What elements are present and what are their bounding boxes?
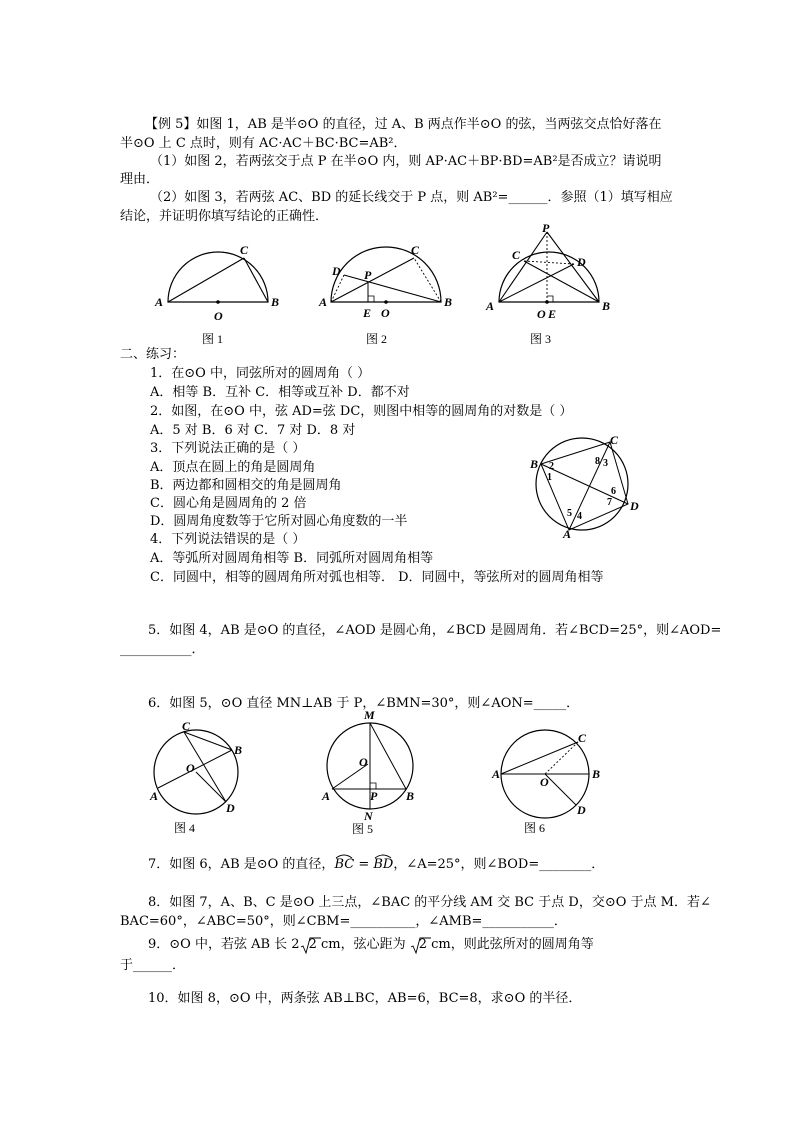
q3-option-c: C．圆心角是圆周角的 2 倍 xyxy=(150,496,307,511)
fig6-label-b: B xyxy=(592,767,601,781)
fig1-label-o: O xyxy=(214,309,223,323)
figq2-angle-3: 3 xyxy=(603,458,608,469)
fig3-label-p: P xyxy=(542,221,550,235)
q7-text xyxy=(148,856,604,874)
q9-line1 xyxy=(148,936,594,954)
fig4-label-d: D xyxy=(226,801,235,815)
q7-arc-mark-1 xyxy=(335,853,353,859)
q7-arc-mark-2 xyxy=(374,853,392,859)
q9-suffix: cm，则此弦所对的圆周角等 xyxy=(427,937,594,952)
figq2-angle-2: 2 xyxy=(549,461,554,472)
fig3-center-dot xyxy=(545,300,549,304)
fig5-chord-mb xyxy=(370,723,406,789)
fig6-label-o: O xyxy=(540,775,549,789)
example5-q1-line2: 理由． xyxy=(120,172,160,187)
fig1-label-c: C xyxy=(240,243,249,257)
q3-option-a: A．顶点在圆上的角是圆周角 xyxy=(150,460,316,475)
fig2-caption: 图 2 xyxy=(366,332,388,346)
figq2-diagonal-ac xyxy=(569,442,610,530)
q7-suffix: ，∠A=25°，则∠BOD=________． xyxy=(393,857,605,872)
practice-heading: 二、练习： xyxy=(120,347,186,362)
fig2-chord-ac xyxy=(331,258,414,302)
fig3-chord-bc xyxy=(524,261,599,302)
fig4-label-o: O xyxy=(186,761,195,775)
q9-sqrt-2 xyxy=(410,937,427,952)
fig5-label-o: O xyxy=(359,755,368,769)
fig2-label-d: D xyxy=(332,264,341,278)
figure-q2 xyxy=(525,434,643,540)
fig6-label-c: C xyxy=(578,731,587,745)
figure-6 xyxy=(492,722,602,838)
fig1-caption: 图 1 xyxy=(202,332,224,346)
q8-line1: 8．如图 7，A、B、C 是⊙O 上三点，∠BAC 的平分线 AM 交 BC 于点 D，交⊙O 于点 M．若∠ xyxy=(148,895,711,910)
fig1-label-a: A xyxy=(155,295,164,309)
q4-options-cd: C．同圆中，相等的圆周角所对弧也相等． D．同圆中，等弦所对的圆周角相等 xyxy=(150,570,604,585)
fig3-line-bp xyxy=(547,232,599,302)
figq2-label-d: D xyxy=(630,499,639,513)
fig6-radius-od xyxy=(545,774,576,805)
fig3-caption: 图 3 xyxy=(530,332,552,346)
figq2-angle-6: 6 xyxy=(611,486,616,497)
fig5-label-m: M xyxy=(364,708,375,722)
fig3-label-a: A xyxy=(486,299,495,313)
fig4-label-c: C xyxy=(182,719,191,733)
q7-equals: = xyxy=(354,857,374,872)
example5-q2-line1: （2）如图 3，若两弦 AC、BD 的延长线交于 P 点，则 AB²=______．参照（1）填写相应 xyxy=(150,190,673,205)
fig4-label-b: B xyxy=(234,743,243,757)
example5-line2: 半⊙O 上 C 点时，则有 AC·AC＋BC·BC=AB²． xyxy=(120,136,407,151)
figure-4 xyxy=(146,720,256,838)
fig3-label-o: O xyxy=(537,307,546,321)
fig5-label-n: N xyxy=(364,809,373,823)
figure-1 xyxy=(150,240,290,350)
figq2-label-b: B xyxy=(530,457,539,471)
q2-options: A．5 对 B．6 对 C．7 对 D．8 对 xyxy=(150,423,356,438)
fig2-chord-bd xyxy=(344,275,441,302)
fig3-label-e: E xyxy=(548,307,557,321)
q9-sqrt-sign-1 xyxy=(300,936,322,956)
fig3-label-b: B xyxy=(602,299,611,313)
figq2-angle-8: 8 xyxy=(595,456,600,467)
fig5-label-b: B xyxy=(406,789,415,803)
q7-arc-bd xyxy=(373,857,393,872)
figq2-angle-1: 1 xyxy=(547,472,552,483)
fig2-label-b: B xyxy=(444,295,453,309)
fig6-radius-oc xyxy=(545,742,578,774)
example5-q1-line1: （1）如图 2，若两弦交于点 P 在半⊙O 内，则 AP·AC＋BP·BD=AB²是否成立？请说明 xyxy=(150,154,662,169)
figq2-angle-4: 4 xyxy=(577,511,582,522)
q3-option-d: D．圆周角度数等于它所对圆心角度数的一半 xyxy=(150,514,408,529)
figure-5 xyxy=(320,706,420,838)
q8-line2: BAC=60°，∠ABC=50°，则∠CBM=__________，∠AMB=___________． xyxy=(120,914,567,929)
figq2-angle-5: 5 xyxy=(567,508,572,519)
fig5-label-p: P xyxy=(370,789,378,803)
fig4-label-a: A xyxy=(150,789,159,803)
q6-text: 6．如图 5，⊙O 直径 MN⊥AB 于 P，∠BMN=30°，则∠AON=_____． xyxy=(148,696,580,711)
figure-3 xyxy=(482,222,612,350)
q5-line2: ___________． xyxy=(120,642,205,657)
q7-prefix: 7．如图 6，AB 是⊙O 的直径， xyxy=(148,857,335,872)
fig2-label-c: C xyxy=(411,243,420,257)
q9-sqrt-2-value: 2 xyxy=(418,937,428,952)
fig6-chord-ac xyxy=(501,742,578,774)
q1-options: A．相等 B．互补 C．相等或互补 D．都不对 xyxy=(150,385,410,400)
fig3-line-ap xyxy=(499,232,547,302)
q7-arc-bc xyxy=(334,857,354,872)
figq2-label-c: C xyxy=(610,433,619,447)
fig2-label-a: A xyxy=(319,295,328,309)
q3-text: 3．下列说法正确的是（ ） xyxy=(150,441,306,456)
fig6-label-a: A xyxy=(492,767,501,781)
fig1-chord-ac xyxy=(168,258,244,302)
fig2-center-dot xyxy=(384,300,388,304)
example5-q2-line2: 结论，并证明你填写结论的正确性． xyxy=(120,209,329,224)
q10-text: 10．如图 8，⊙O 中，两条弦 AB⊥BC，AB=6，BC=8，求⊙O 的半径． xyxy=(148,991,582,1006)
fig1-label-b: B xyxy=(271,295,280,309)
q4-options-ab: A．等弧所对圆周角相等 B．同弧所对圆周角相等 xyxy=(150,551,434,566)
fig5-caption: 图 5 xyxy=(352,822,374,836)
q4-text: 4．下列说法错误的是（ ） xyxy=(150,532,306,547)
q1-text: 1．在⊙O 中，同弦所对的圆周角（ ） xyxy=(150,366,371,381)
fig6-caption: 图 6 xyxy=(524,821,546,835)
q9-sqrt-1-value: 2 xyxy=(308,937,317,952)
fig2-label-p: P xyxy=(364,268,372,282)
example5-line1: 【例 5】如图 1，AB 是半⊙O 的直径，过 A、B 两点作半⊙O 的弦，当两弦交点恰好落在 xyxy=(145,117,662,132)
fig2-right-angle xyxy=(368,296,374,302)
q7-arc-bc-label: BC xyxy=(334,857,355,872)
fig3-dashed-cd xyxy=(524,261,574,264)
figq2-label-a: A xyxy=(563,527,572,541)
figq2-angle-7: 7 xyxy=(607,497,612,508)
figure-2 xyxy=(318,240,453,350)
fig1-chord-bc xyxy=(244,258,268,302)
fig5-label-a: A xyxy=(322,789,331,803)
figq2-diagonal-bd xyxy=(541,464,628,504)
fig2-label-e: E xyxy=(363,306,372,320)
fig1-center-dot xyxy=(216,300,220,304)
fig6-label-d: D xyxy=(577,803,586,817)
fig1-semicircle xyxy=(168,252,268,302)
fig3-label-c: C xyxy=(512,248,521,262)
fig4-caption: 图 4 xyxy=(174,821,196,835)
q9-prefix: 9．⊙O 中，若弦 AB 长 2 xyxy=(148,937,300,952)
q9-sqrt-1 xyxy=(300,937,317,952)
q9-sqrt-sign-2 xyxy=(410,936,432,956)
q2-text: 2．如图，在⊙O 中，弦 AD=弦 DC，则图中相等的圆周角的对数是（ ） xyxy=(150,404,573,419)
fig4-diameter-ab xyxy=(158,750,232,788)
q9-line2: 于______． xyxy=(120,958,186,973)
q3-option-b: B．两边都和圆相交的角是圆周角 xyxy=(150,478,342,493)
q7-arc-bd-label: BD xyxy=(373,857,394,872)
q5-line1: 5．如图 4，AB 是⊙O 的直径，∠AOD 是圆心角，∠BCD 是圆周角．若∠BCD=25°，则∠AOD= xyxy=(148,623,722,638)
q9-middle: cm，弦心距为 xyxy=(316,937,410,952)
fig3-label-d: D xyxy=(577,255,586,269)
fig2-label-o: O xyxy=(381,306,390,320)
